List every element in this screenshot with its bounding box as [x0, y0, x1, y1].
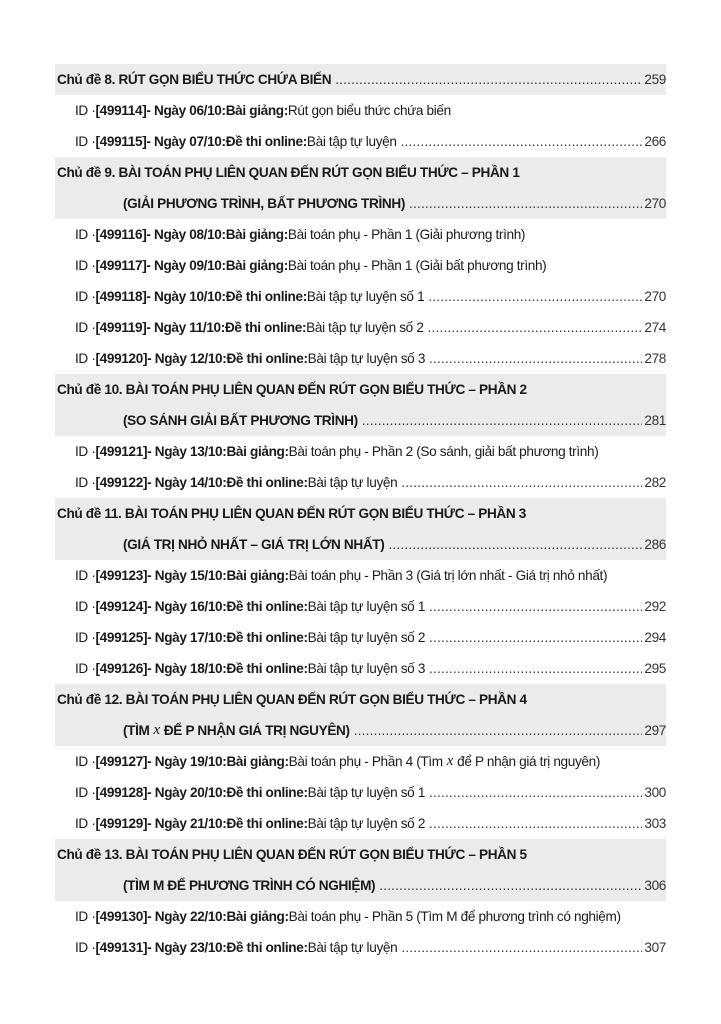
- item-kind: Bài giảng:: [225, 103, 288, 118]
- item-id: [499123]: [95, 568, 148, 583]
- dot-leader: [428, 289, 642, 304]
- item-id: [499115]: [95, 134, 147, 149]
- item-date: - Ngày 11/10:: [146, 320, 225, 335]
- entry-text: Bài toán phụ - Phần 2 (So sánh, giải bất phương trình): [288, 444, 599, 459]
- toc-item[interactable]: [55, 777, 666, 808]
- entry-text: (SO SÁNH GIẢI BẤT PHƯƠNG TRÌNH): [123, 413, 358, 428]
- dot-leader: [429, 816, 642, 831]
- item-date: - Ngày 19/10:: [147, 754, 227, 769]
- item-id: [499126]: [95, 661, 148, 676]
- entry-text: Bài tập tự luyện số 2: [307, 630, 426, 645]
- math-variable: x: [153, 722, 160, 738]
- item-date: - Ngày 22/10:: [147, 909, 227, 924]
- dot-leader: [429, 630, 642, 645]
- id-label: ID ·: [75, 351, 96, 366]
- toc-item[interactable]: [55, 219, 666, 250]
- dot-leader: [401, 940, 642, 955]
- item-id: [499119]: [95, 320, 147, 335]
- entry-text: Chủ đề 13. BÀI TOÁN PHỤ LIÊN QUAN ĐẾN RÚT GỌN BIỂU THỨC – PHẦN 5: [57, 847, 527, 862]
- page-number: 286: [644, 537, 666, 552]
- toc-item[interactable]: [55, 343, 666, 374]
- page-number: 300: [644, 785, 666, 800]
- item-id: [499114]: [95, 103, 147, 118]
- math-variable: x: [446, 753, 454, 769]
- entry-text: (GIÁ TRỊ NHỎ NHẤT – GIÁ TRỊ LỚN NHẤT): [123, 537, 385, 552]
- item-kind: Bài giảng:: [225, 258, 288, 273]
- heading-line: [55, 529, 666, 560]
- entry-text: Bài toán phụ - Phần 4 (Tìm: [288, 754, 443, 769]
- item-kind: Đề thi online:: [226, 630, 308, 645]
- item-kind: Đề thi online:: [226, 940, 308, 955]
- page-number: 278: [644, 351, 666, 366]
- item-id: [499117]: [95, 258, 147, 273]
- page-number: 295: [644, 661, 666, 676]
- item-date: - Ngày 08/10:: [146, 227, 226, 242]
- toc-item[interactable]: [55, 250, 666, 281]
- dot-leader: [401, 134, 643, 149]
- toc-item[interactable]: [55, 932, 666, 963]
- toc-item[interactable]: [55, 467, 666, 498]
- item-date: - Ngày 21/10:: [147, 816, 227, 831]
- item-id: [499131]: [95, 940, 148, 955]
- item-id: [499121]: [95, 444, 148, 459]
- dot-leader: [429, 785, 642, 800]
- id-label: ID ·: [75, 785, 96, 800]
- item-id: [499118]: [95, 289, 147, 304]
- item-kind: Đề thi online:: [225, 289, 307, 304]
- dot-leader: [335, 72, 642, 87]
- item-date: - Ngày 12/10:: [147, 351, 227, 366]
- entry-text: (GIẢI PHƯƠNG TRÌNH, BẤT PHƯƠNG TRÌNH): [123, 196, 406, 211]
- item-date: - Ngày 07/10:: [146, 134, 226, 149]
- entry-text: Chủ đề 10. BÀI TOÁN PHỤ LIÊN QUAN ĐẾN RÚT GỌN BIỂU THỨC – PHẦN 2: [57, 382, 527, 397]
- heading-line: [55, 374, 666, 405]
- heading-line: [55, 684, 666, 715]
- id-label: ID ·: [75, 227, 96, 242]
- page-number: 292: [644, 599, 666, 614]
- entry-text: Rút gọn biểu thức chứa biến: [287, 103, 451, 118]
- entry-text: Bài tập tự luyện số 3: [307, 351, 426, 366]
- section-heading[interactable]: [55, 498, 666, 560]
- item-kind: Đề thi online:: [226, 816, 308, 831]
- toc-item[interactable]: [55, 901, 666, 932]
- id-label: ID ·: [75, 320, 96, 335]
- entry-text: ĐỂ P NHẬN GIÁ TRỊ NGUYÊN): [163, 723, 350, 738]
- entry-text: Chủ đề 12. BÀI TOÁN PHỤ LIÊN QUAN ĐẾN RÚT GỌN BIỂU THỨC – PHẦN 4: [57, 692, 527, 707]
- toc-item[interactable]: [55, 808, 666, 839]
- page-number: 259: [644, 72, 666, 87]
- section-heading[interactable]: [55, 684, 666, 746]
- entry-text: Bài tập tự luyện số 2: [306, 320, 424, 335]
- dot-leader: [429, 661, 642, 676]
- dot-leader: [354, 723, 643, 738]
- item-kind: Bài giảng:: [226, 909, 289, 924]
- entry-text: Bài toán phụ - Phần 1 (Giải phương trình): [287, 227, 526, 242]
- toc-item[interactable]: [55, 560, 666, 591]
- section-heading[interactable]: [55, 374, 666, 436]
- dot-leader: [409, 196, 642, 211]
- section-heading[interactable]: [55, 64, 666, 95]
- item-date: - Ngày 23/10:: [147, 940, 227, 955]
- id-label: ID ·: [75, 754, 96, 769]
- page-number: 282: [644, 475, 666, 490]
- item-kind: Đề thi online:: [226, 661, 308, 676]
- item-id: [499122]: [95, 475, 148, 490]
- entry-text: Bài tập tự luyện: [306, 134, 397, 149]
- page-number: 303: [644, 816, 666, 831]
- entry-text: Bài tập tự luyện: [307, 940, 398, 955]
- page-number: 297: [644, 723, 666, 738]
- heading-line: [55, 715, 666, 746]
- id-label: ID ·: [75, 568, 96, 583]
- toc-item[interactable]: [55, 653, 666, 684]
- page-number: 274: [644, 320, 666, 335]
- toc-item[interactable]: [55, 746, 666, 777]
- heading-line: [55, 405, 666, 436]
- dot-leader: [362, 413, 643, 428]
- item-date: - Ngày 17/10:: [147, 630, 227, 645]
- toc-item[interactable]: [55, 436, 666, 467]
- item-date: - Ngày 18/10:: [147, 661, 227, 676]
- toc-item[interactable]: [55, 622, 666, 653]
- entry-text: Bài tập tự luyện số 1: [307, 599, 426, 614]
- item-kind: Đề thi online:: [226, 599, 308, 614]
- item-date: - Ngày 15/10:: [147, 568, 227, 583]
- heading-line: [55, 870, 666, 901]
- dot-leader: [401, 475, 642, 490]
- item-id: [499116]: [95, 227, 147, 242]
- toc-item[interactable]: [55, 126, 666, 157]
- id-label: ID ·: [75, 475, 96, 490]
- page-number: 270: [644, 196, 666, 211]
- id-label: ID ·: [75, 103, 96, 118]
- entry-text: Bài tập tự luyện số 1: [306, 289, 425, 304]
- entry-text: Bài toán phụ - Phần 3 (Giá trị lớn nhất - Giá trị nhỏ nhất): [288, 568, 608, 583]
- item-id: [499125]: [95, 630, 148, 645]
- item-date: - Ngày 09/10:: [146, 258, 226, 273]
- toc-item[interactable]: [55, 591, 666, 622]
- id-label: ID ·: [75, 444, 96, 459]
- page-number: 266: [644, 134, 666, 149]
- id-label: ID ·: [75, 134, 96, 149]
- page-number: 281: [644, 413, 666, 428]
- page-number: 294: [644, 630, 666, 645]
- item-date: - Ngày 16/10:: [147, 599, 227, 614]
- dot-leader: [388, 537, 642, 552]
- entry-text: Bài tập tự luyện: [307, 475, 398, 490]
- page-number: 307: [644, 940, 666, 955]
- item-kind: Đề thi online:: [226, 475, 308, 490]
- section-heading[interactable]: [55, 157, 666, 219]
- item-kind: Đề thi online:: [226, 351, 308, 366]
- item-id: [499127]: [95, 754, 148, 769]
- page-number: 270: [644, 289, 666, 304]
- section-heading[interactable]: [55, 839, 666, 901]
- id-label: ID ·: [75, 940, 96, 955]
- heading-line: [55, 498, 666, 529]
- item-date: - Ngày 06/10:: [146, 103, 226, 118]
- heading-line: [55, 64, 666, 95]
- entry-text: Bài toán phụ - Phần 1 (Giải bất phương trình): [287, 258, 547, 273]
- item-kind: Đề thi online:: [226, 785, 308, 800]
- id-label: ID ·: [75, 599, 96, 614]
- heading-line: [55, 188, 666, 219]
- entry-text: Bài tập tự luyện số 1: [307, 785, 426, 800]
- dot-leader: [429, 599, 642, 614]
- item-id: [499129]: [95, 816, 148, 831]
- heading-line: [55, 839, 666, 870]
- id-label: ID ·: [75, 816, 96, 831]
- toc-item[interactable]: [55, 312, 666, 343]
- id-label: ID ·: [75, 909, 96, 924]
- id-label: ID ·: [75, 630, 96, 645]
- page-number: 306: [644, 878, 666, 893]
- item-kind: Bài giảng:: [226, 754, 289, 769]
- table-of-contents: [55, 64, 666, 963]
- item-kind: Bài giảng:: [226, 568, 289, 583]
- item-id: [499128]: [95, 785, 148, 800]
- item-kind: Đề thi online:: [225, 134, 307, 149]
- item-id: [499124]: [95, 599, 148, 614]
- entry-text: (TÌM M ĐỂ PHƯƠNG TRÌNH CÓ NGHIỆM): [123, 878, 376, 893]
- item-kind: Bài giảng:: [225, 227, 288, 242]
- entry-text: Chủ đề 11. BÀI TOÁN PHỤ LIÊN QUAN ĐẾN RÚT GỌN BIỂU THỨC – PHẦN 3: [57, 506, 526, 521]
- item-kind: Bài giảng:: [226, 444, 289, 459]
- id-label: ID ·: [75, 661, 96, 676]
- toc-item[interactable]: [55, 281, 666, 312]
- heading-line: [55, 157, 666, 188]
- entry-text: Chủ đề 9. BÀI TOÁN PHỤ LIÊN QUAN ĐẾN RÚT GỌN BIỂU THỨC – PHẦN 1: [57, 165, 520, 180]
- entry-text: để P nhận giá trị nguyên): [457, 754, 601, 769]
- item-id: [499130]: [95, 909, 148, 924]
- entry-text: (TÌM: [123, 723, 150, 738]
- item-kind: Đề thi online:: [224, 320, 307, 335]
- dot-leader: [379, 878, 642, 893]
- entry-text: Chủ đề 8. RÚT GỌN BIỂU THỨC CHỨA BIẾN: [57, 72, 332, 87]
- entry-text: Bài toán phụ - Phần 5 (Tìm M để phương trình có nghiệm): [288, 909, 621, 924]
- item-date: - Ngày 20/10:: [147, 785, 227, 800]
- id-label: ID ·: [75, 289, 96, 304]
- id-label: ID ·: [75, 258, 96, 273]
- dot-leader: [429, 351, 642, 366]
- item-date: - Ngày 14/10:: [147, 475, 227, 490]
- dot-leader: [428, 320, 643, 335]
- item-date: - Ngày 10/10:: [146, 289, 226, 304]
- item-id: [499120]: [95, 351, 148, 366]
- item-date: - Ngày 13/10:: [147, 444, 227, 459]
- toc-item[interactable]: [55, 95, 666, 126]
- entry-text: Bài tập tự luyện số 2: [307, 816, 426, 831]
- entry-text: Bài tập tự luyện số 3: [307, 661, 426, 676]
